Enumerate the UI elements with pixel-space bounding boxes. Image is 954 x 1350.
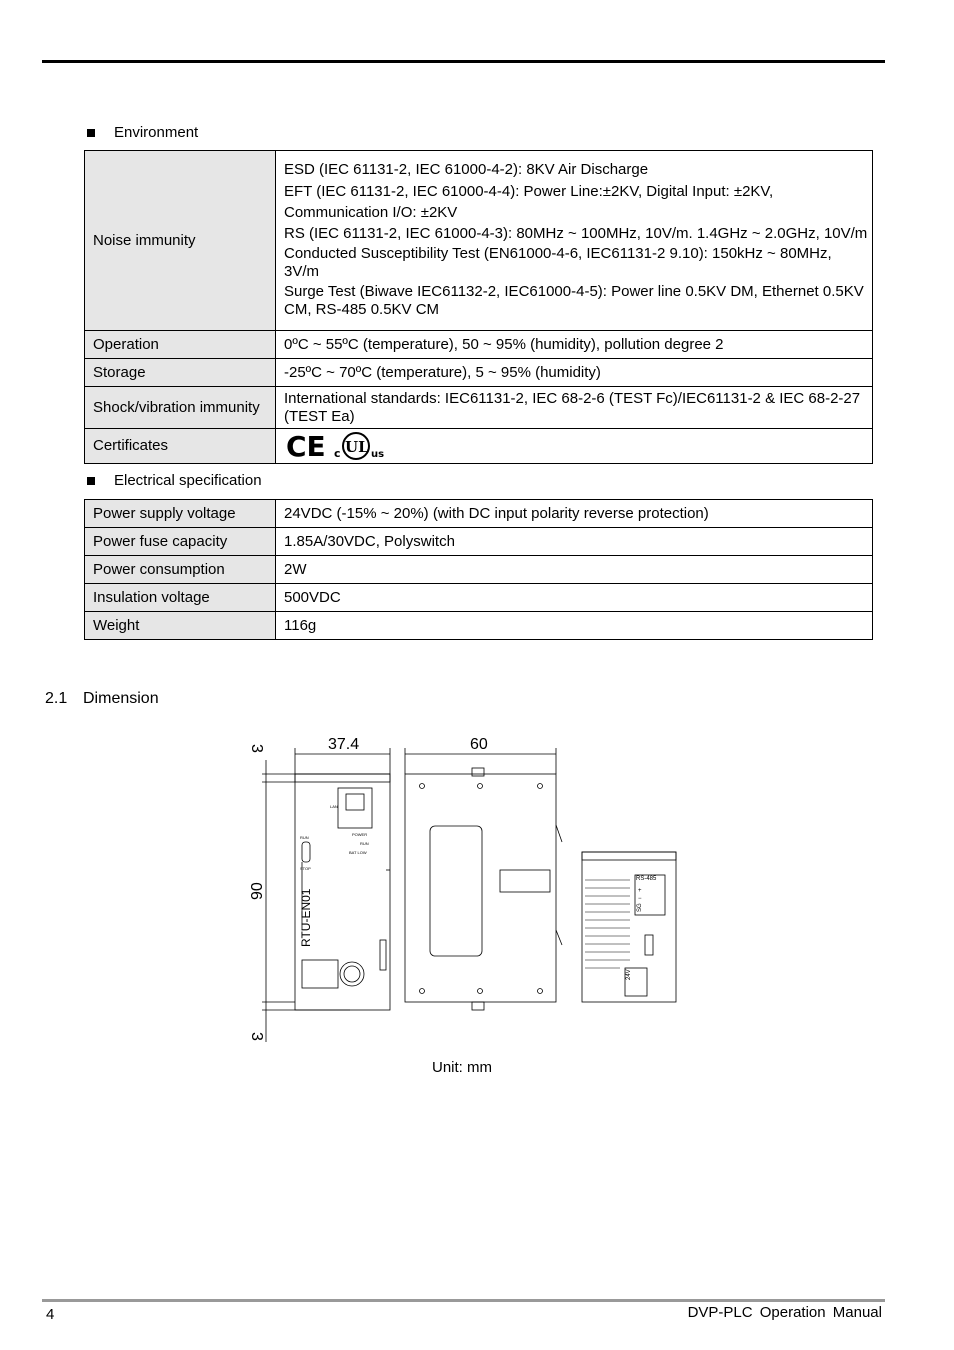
svg-text:CE: CE — [286, 431, 326, 461]
svg-text:BAT LOW: BAT LOW — [349, 850, 367, 855]
dim-width: 37.4 — [328, 736, 360, 753]
svg-text:UL: UL — [345, 438, 369, 456]
table-value: 2W — [276, 556, 873, 584]
table-row — [85, 556, 873, 584]
svg-text:RS-485: RS-485 — [636, 876, 657, 882]
table-value: 24VDC (-15% ~ 20%) (with DC input polarity reverse protection) — [276, 500, 873, 528]
page-number: 4 — [46, 1306, 55, 1323]
svg-text:−: − — [638, 896, 642, 902]
table-row — [85, 584, 873, 612]
section-number: 2.1 — [45, 690, 68, 707]
table-value: 500VDC — [276, 584, 873, 612]
noise-line-surge: Surge Test (Biwave IEC61132-2, IEC61000-4-5): Power line 0.5KV DM, Ethernet 0.5KV CM, RS-485 0.5KV CM — [284, 283, 864, 318]
certificate-marks — [284, 431, 870, 461]
bullet-icon — [87, 477, 95, 485]
device-name: RTU-EN01 — [299, 888, 313, 947]
svg-text:+: + — [638, 888, 642, 894]
environment-table — [84, 150, 873, 464]
section-title: Dimension — [83, 690, 159, 707]
table-key: Shock/vibration immunity — [85, 387, 276, 429]
bullet-icon — [87, 129, 95, 137]
svg-text:STOP: STOP — [300, 866, 311, 871]
manual-title: DVP-PLC Operation Manual — [687, 1304, 882, 1321]
noise-line-rs: RS (IEC 61131-2, IEC 61000-4-3): 80MHz ~ 100MHz, 10V/m. 1.4GHz ~ 2.0GHz, 10V/m — [284, 225, 868, 242]
table-row — [85, 612, 873, 640]
table-value — [276, 429, 873, 464]
table-value: 116g — [276, 612, 873, 640]
table-row — [85, 151, 873, 331]
table-key: Noise immunity — [85, 151, 276, 331]
table-value — [276, 151, 873, 331]
table-key: Operation — [85, 331, 276, 359]
environment-heading-text: Environment — [114, 124, 199, 141]
footer-rule — [42, 1299, 885, 1302]
dim-height: 90 — [249, 882, 266, 900]
svg-text:RUN: RUN — [360, 841, 369, 846]
svg-text:RUN: RUN — [300, 835, 309, 840]
noise-line-esd: ESD (IEC 61131-2, IEC 61000-4-2): 8KV Air Discharge — [284, 161, 649, 178]
svg-text:SG: SG — [637, 903, 643, 912]
table-row — [85, 528, 873, 556]
table-key: Power consumption — [85, 556, 276, 584]
dim-bottom-gap: 3 — [248, 1032, 265, 1041]
svg-text:24V: 24V — [626, 969, 632, 980]
table-row — [85, 331, 873, 359]
electrical-heading — [87, 472, 262, 489]
noise-line-eft: EFT (IEC 61131-2, IEC 61000-4-4): Power Line:±2KV, Digital Input: ±2KV, Communication I/O: ±2KV — [284, 183, 774, 221]
table-row — [85, 429, 873, 464]
dim-top-gap: 3 — [248, 744, 265, 753]
section-heading — [45, 690, 159, 708]
svg-text:POWER: POWER — [352, 832, 368, 837]
svg-text:c: c — [334, 447, 341, 460]
table-value: -25ºC ~ 70ºC (temperature), 5 ~ 95% (humidity) — [276, 359, 873, 387]
svg-text:us: us — [371, 449, 385, 460]
table-value: 0ºC ~ 55ºC (temperature), 50 ~ 95% (humidity), pollution degree 2 — [276, 331, 873, 359]
ce-ul-logo-icon — [284, 431, 394, 461]
electrical-heading-text: Electrical specification — [114, 472, 262, 489]
noise-line-cs: Conducted Susceptibility Test (EN61000-4-6, IEC61131-2 9.10): 150kHz ~ 80MHz, 3V/m — [284, 245, 832, 280]
environment-heading — [87, 124, 198, 141]
table-key: Insulation voltage — [85, 584, 276, 612]
table-key: Power supply voltage — [85, 500, 276, 528]
table-value: 1.85A/30VDC, Polyswitch — [276, 528, 873, 556]
header-rule — [42, 60, 885, 63]
table-row — [85, 500, 873, 528]
table-key: Power fuse capacity — [85, 528, 276, 556]
table-row — [85, 387, 873, 429]
unit-caption: Unit: mm — [432, 1059, 492, 1076]
dim-depth: 60 — [470, 736, 488, 753]
table-key: Weight — [85, 612, 276, 640]
svg-text:LAN: LAN — [330, 804, 338, 809]
dimension-drawing — [240, 730, 690, 1050]
table-key: Certificates — [85, 429, 276, 464]
electrical-table — [84, 499, 873, 640]
table-key: Storage — [85, 359, 276, 387]
table-row — [85, 359, 873, 387]
table-value: International standards: IEC61131-2, IEC 68-2-6 (TEST Fc)/IEC61131-2 & IEC 68-2-27 (TEST Ea) — [276, 387, 873, 429]
